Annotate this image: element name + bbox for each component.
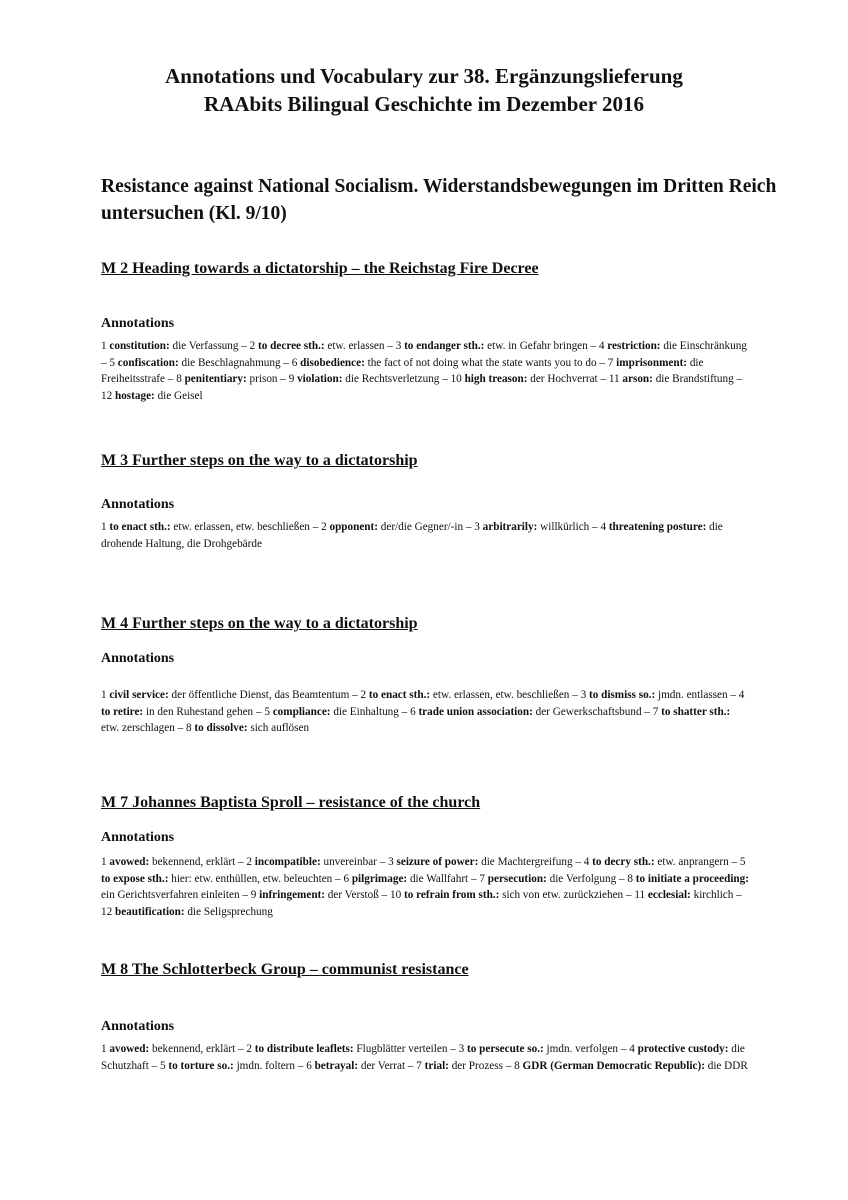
annotation-definition: bekennend, erklärt bbox=[151, 856, 236, 868]
annotation-term: infringement: bbox=[259, 889, 325, 902]
annotation-number: 5 bbox=[264, 705, 270, 718]
title-line-2: RAAbits Bilingual Geschichte im Dezember 2016 bbox=[204, 92, 644, 116]
annotation-term: beautification: bbox=[114, 905, 185, 918]
annotation-number: 2 bbox=[246, 1043, 252, 1055]
annotation-entry bbox=[289, 373, 440, 385]
annotation-entry bbox=[388, 856, 572, 868]
annotation-number: 1 bbox=[101, 340, 107, 352]
annotation-definition: jmdn. verfolgen bbox=[546, 1043, 619, 1055]
annotation-term: seizure of power: bbox=[396, 856, 479, 868]
annotations-label-m3: Annotations bbox=[101, 497, 175, 512]
annotation-definition: der Verstoß bbox=[327, 889, 379, 902]
annotation-definition: die Verfassung bbox=[172, 340, 239, 352]
annotation-number: 7 bbox=[607, 356, 614, 369]
annotation-definition: etw. erlassen bbox=[327, 340, 385, 352]
annotation-number: 6 bbox=[343, 872, 350, 885]
annotation-entry bbox=[246, 856, 377, 868]
section-heading-m7: M 7 Johannes Baptista Sproll – resistance of the church bbox=[101, 794, 481, 811]
annotation-term: opponent: bbox=[329, 521, 378, 533]
annotation-number: 4 bbox=[600, 521, 607, 533]
annotation-number: 2 bbox=[360, 689, 367, 701]
annotation-number: 2 bbox=[321, 521, 327, 533]
annotation-number: 5 bbox=[109, 356, 115, 369]
annotation-entry bbox=[246, 1043, 447, 1055]
annotation-definition: kirchlich bbox=[693, 889, 734, 902]
annotation-entry bbox=[101, 340, 238, 352]
annotation-entry bbox=[306, 1060, 405, 1072]
annotation-term: disobedience: bbox=[300, 356, 365, 369]
annotation-entry bbox=[410, 706, 642, 718]
annotation-entry bbox=[101, 689, 349, 701]
annotation-term: violation: bbox=[297, 373, 343, 386]
annotation-term: to endanger sth.: bbox=[404, 340, 485, 352]
annotation-entry bbox=[474, 521, 589, 533]
annotation-definition: jmdn. foltern bbox=[236, 1059, 295, 1072]
annotations-text-m3: 1 to enact sth.: etw. erlassen, etw. beschließen – 2 opponent: der/die Gegner/-in – 3 arbitrarily: willkürlich – 4 threatening posture: die drohende Haltung, die Drohgebärde bbox=[101, 521, 723, 550]
annotation-entry bbox=[264, 706, 399, 718]
annotation-number: 9 bbox=[288, 373, 295, 386]
annotation-number: 8 bbox=[514, 1059, 520, 1072]
annotation-term: to decree sth.: bbox=[258, 340, 325, 352]
annotation-definition: der Prozess bbox=[451, 1059, 503, 1072]
annotation-term: avowed: bbox=[109, 856, 150, 868]
annotation-number: 4 bbox=[629, 1043, 635, 1055]
annotation-definition: der Hochverrat bbox=[530, 373, 598, 386]
annotation-number: 10 bbox=[390, 889, 402, 902]
annotation-entry bbox=[321, 521, 463, 533]
annotation-definition: bekennend, erklärt bbox=[151, 1043, 236, 1055]
annotation-entry bbox=[459, 1043, 618, 1055]
annotation-definition: die Freiheitsstrafe bbox=[101, 356, 704, 386]
annotation-definition: prison bbox=[249, 373, 278, 386]
annotation-number: 4 bbox=[583, 856, 590, 868]
annotation-number: 7 bbox=[479, 872, 485, 885]
annotation-definition: willkürlich bbox=[540, 521, 590, 533]
annotation-number: 11 bbox=[608, 373, 620, 386]
annotation-definition: die Wallfahrt bbox=[409, 872, 469, 885]
annotation-number: 6 bbox=[291, 356, 298, 369]
annotation-entry bbox=[160, 1060, 295, 1072]
annotation-term: to shatter sth.: bbox=[661, 705, 731, 718]
annotation-number: 7 bbox=[652, 705, 659, 718]
annotation-term: to initiate a proceeding: bbox=[635, 872, 749, 885]
annotation-entry bbox=[609, 373, 734, 385]
annotation-definition: Flugblätter verteilen bbox=[356, 1043, 448, 1055]
annotation-number: 1 bbox=[101, 1043, 107, 1055]
annotation-entry bbox=[451, 373, 598, 385]
annotation-definition: etw. erlassen, etw. beschließen bbox=[432, 689, 570, 701]
annotation-number: 2 bbox=[249, 340, 256, 352]
annotations-text-m7: 1 avowed: bekennend, erklärt – 2 incompatible: unvereinbar – 3 seizure of power: die Machtergreifung – 4 to decry sth.: etw. anprangern – 5 to expose sth.: hier: etw. enthüllen, etw. beleuchten – 6 pilgrimage: die Wallfahrt – 7 persecution: die Verfolgung – 8 to initiate a proceeding: ein Gerichtsverfahren einleiten – 9 infringement: der Verstoß – 10 to refrain from sth.: sich von etw. zurückziehen – 11 ecclesial: kirchlich – 12 beautification: die Seligsprechung bbox=[101, 856, 749, 918]
annotation-definition: die Machtergreifung bbox=[481, 856, 573, 868]
annotation-term: GDR (German Democratic Republic): bbox=[522, 1059, 705, 1072]
section-heading-m4: M 4 Further steps on the way to a dictatorship bbox=[101, 615, 418, 632]
annotation-entry bbox=[101, 390, 203, 402]
annotation-number: 5 bbox=[739, 856, 746, 868]
annotation-term: to dissolve: bbox=[194, 722, 248, 735]
annotation-entry bbox=[109, 357, 280, 369]
section-heading-m2: M 2 Heading towards a dictatorship – the Reichstag Fire Decree bbox=[101, 260, 539, 277]
annotation-term: imprisonment: bbox=[616, 356, 688, 369]
section-heading-m3: M 3 Further steps on the way to a dictatorship bbox=[101, 452, 418, 469]
annotation-term: arson: bbox=[622, 373, 653, 386]
annotation-entry bbox=[361, 689, 570, 701]
document-title bbox=[60, 62, 788, 118]
annotation-term: to dismiss so.: bbox=[588, 689, 656, 701]
annotation-term: to refrain from sth.: bbox=[404, 889, 500, 902]
annotation-definition: hier: etw. enthüllen, etw. beleuchten bbox=[171, 872, 333, 885]
annotation-term: persecution: bbox=[487, 872, 547, 885]
annotation-entry bbox=[343, 873, 468, 885]
annotation-number: 10 bbox=[450, 373, 462, 386]
annotations-text-m8: 1 avowed: bekennend, erklärt – 2 to distribute leaflets: Flugblätter verteilen – 3 to persecute so.: jmdn. verfolgen – 4 protective custody: die Schutzhaft – 5 to torture so.: jmdn. foltern – 6 betrayal: der Verrat – 7 trial: der Prozess – 8 GDR (German Democratic Republic): die DDR bbox=[101, 1043, 748, 1072]
annotations-label-m2: Annotations bbox=[101, 316, 175, 331]
annotation-term: ecclesial: bbox=[647, 889, 691, 902]
annotation-definition: der/die Gegner/-in bbox=[380, 521, 464, 533]
annotation-number: 4 bbox=[598, 340, 605, 352]
annotations-label-m4: Annotations bbox=[101, 651, 175, 666]
annotation-definition: in den Ruhestand gehen bbox=[145, 705, 254, 718]
annotation-term: protective custody: bbox=[637, 1043, 729, 1055]
annotation-definition: jmdn. entlassen bbox=[657, 689, 728, 701]
annotation-term: trade union association: bbox=[418, 705, 533, 718]
annotation-term: arbitrarily: bbox=[482, 521, 538, 533]
annotation-number: 11 bbox=[634, 889, 646, 902]
annotation-definition: die Brandstiftung bbox=[655, 373, 734, 386]
annotation-term: constitution: bbox=[109, 340, 170, 352]
annotation-entry bbox=[101, 856, 235, 868]
annotation-entry bbox=[390, 889, 623, 901]
annotation-term: threatening posture: bbox=[608, 521, 707, 533]
annotation-number: 9 bbox=[250, 889, 257, 902]
annotation-definition: die Seligsprechung bbox=[187, 905, 273, 918]
annotation-number: 4 bbox=[738, 689, 745, 701]
annotation-entry bbox=[292, 357, 597, 369]
annotation-term: to torture so.: bbox=[168, 1059, 234, 1072]
annotation-term: to persecute so.: bbox=[467, 1043, 544, 1055]
annotation-number: 1 bbox=[101, 689, 107, 701]
annotation-term: to distribute leaflets: bbox=[254, 1043, 354, 1055]
annotation-definition: der Gewerkschaftsbund bbox=[535, 705, 642, 718]
annotation-term: penitentiary: bbox=[184, 373, 247, 386]
section-heading-m8: M 8 The Schlotterbeck Group – communist resistance bbox=[101, 961, 469, 978]
annotation-definition: etw. zerschlagen bbox=[101, 722, 175, 735]
annotation-entry bbox=[101, 906, 273, 918]
annotation-entry bbox=[176, 373, 277, 385]
annotation-definition: die Geisel bbox=[157, 389, 203, 402]
annotation-number: 3 bbox=[458, 1043, 465, 1055]
annotation-term: compliance: bbox=[272, 705, 331, 718]
annotation-definition: etw. anprangern bbox=[657, 856, 729, 868]
annotation-term: to enact sth.: bbox=[109, 521, 171, 533]
annotation-term: betrayal: bbox=[314, 1059, 359, 1072]
annotation-term: confiscation: bbox=[117, 356, 179, 369]
annotation-definition: die Verfolgung bbox=[549, 872, 617, 885]
annotation-number: 2 bbox=[246, 856, 252, 868]
annotation-definition: sich auflösen bbox=[250, 722, 310, 735]
annotation-entry bbox=[416, 1060, 503, 1072]
annotation-entry bbox=[250, 340, 385, 352]
annotation-definition: die Schutzhaft bbox=[101, 1043, 745, 1072]
annotation-number: 1 bbox=[101, 856, 107, 868]
annotation-entry bbox=[186, 722, 309, 734]
annotation-number: 3 bbox=[580, 689, 587, 701]
annotations-label-m7: Annotations bbox=[101, 830, 175, 845]
annotation-term: hostage: bbox=[114, 389, 155, 402]
annotation-term: avowed: bbox=[109, 1043, 150, 1055]
annotation-term: pilgrimage: bbox=[351, 872, 408, 885]
annotations-text-m2: 1 constitution: die Verfassung – 2 to decree sth.: etw. erlassen – 3 to endanger sth.: etw. in Gefahr bringen – 4 restriction: die Einschränkung – 5 confiscation: die Beschlagnahmung – 6 disobedience: the fact of not doing what the state wants you to do – 7 imprisonment: die Freiheitsstrafe – 8 penitentiary: prison – 9 violation: die Rechtsverletzung – 10 high treason: der Hochverrat – 11 arson: die Brandstiftung – 12 hostage: die Geisel bbox=[101, 340, 747, 402]
annotation-number: 6 bbox=[306, 1059, 312, 1072]
annotation-definition: der öffentliche Dienst, das Beamtentum bbox=[171, 689, 350, 701]
document-subtitle: Resistance against National Socialism. Widerstandsbewegungen im Dritten Reich untersuchen (Kl. 9/10) bbox=[101, 176, 777, 224]
annotation-entry bbox=[581, 689, 728, 701]
annotation-number: 1 bbox=[101, 521, 107, 533]
annotation-term: to decry sth.: bbox=[592, 856, 655, 868]
annotation-term: high treason: bbox=[464, 373, 528, 386]
annotation-definition: die Einhaltung bbox=[333, 705, 399, 718]
annotation-term: incompatible: bbox=[254, 856, 321, 868]
annotations-text-m4: 1 civil service: der öffentliche Dienst, das Beamtentum – 2 to enact sth.: etw. erlassen, etw. beschließen – 3 to dismiss so.: jmdn. entlassen – 4 to retire: in den Ruhestand gehen – 5 compliance: die Einhaltung – 6 trade union association: der Gewerkschaftsbund – 7 to shatter sth.: etw. zerschlagen – 8 to dissolve: sich auflösen bbox=[101, 689, 745, 735]
annotation-definition: die Beschlagnahmung bbox=[181, 356, 281, 369]
annotation-definition: die Einschränkung bbox=[663, 340, 747, 352]
annotation-definition: the fact of not doing what the state wants you to do bbox=[367, 356, 597, 369]
annotation-definition: die Rechtsverletzung bbox=[345, 373, 440, 386]
annotation-entry bbox=[584, 856, 729, 868]
annotation-definition: ein Gerichtsverfahren einleiten bbox=[101, 889, 240, 902]
annotation-number: 3 bbox=[474, 521, 480, 533]
annotation-number: 3 bbox=[388, 856, 394, 868]
annotation-number: 3 bbox=[395, 340, 402, 352]
annotation-number: 8 bbox=[176, 373, 182, 386]
annotation-number: 12 bbox=[101, 389, 113, 402]
annotation-entry bbox=[514, 1060, 748, 1072]
annotation-number: 7 bbox=[416, 1059, 422, 1072]
annotation-entry bbox=[396, 340, 588, 352]
annotation-definition: etw. erlassen, etw. beschließen bbox=[173, 521, 310, 533]
annotation-term: to retire: bbox=[101, 705, 144, 718]
annotations-label-m8: Annotations bbox=[101, 1019, 175, 1034]
annotation-entry bbox=[634, 889, 733, 901]
annotation-number: 8 bbox=[186, 722, 192, 735]
annotation-definition: die DDR bbox=[707, 1059, 748, 1072]
annotation-entry bbox=[101, 1043, 235, 1055]
annotation-entry bbox=[101, 521, 310, 533]
title-line-1: Annotations und Vocabulary zur 38. Ergänzungslieferung bbox=[165, 64, 683, 88]
annotation-number: 8 bbox=[627, 872, 633, 885]
annotation-number: 5 bbox=[160, 1059, 166, 1072]
annotation-term: civil service: bbox=[109, 689, 169, 701]
annotation-entry bbox=[251, 889, 379, 901]
annotation-definition: der Verrat bbox=[360, 1059, 406, 1072]
annotation-term: restriction: bbox=[607, 340, 661, 352]
annotation-number: 6 bbox=[410, 705, 416, 718]
annotation-definition: unvereinbar bbox=[323, 856, 377, 868]
annotation-term: to expose sth.: bbox=[101, 872, 169, 885]
annotation-term: to enact sth.: bbox=[368, 689, 431, 701]
annotation-entry bbox=[479, 873, 616, 885]
annotation-definition: etw. in Gefahr bringen bbox=[487, 340, 588, 352]
annotation-number: 12 bbox=[101, 905, 113, 918]
annotation-entry bbox=[599, 340, 747, 352]
annotation-definition: die drohende Haltung, die Drohgebärde bbox=[101, 521, 723, 550]
annotation-definition: sich von etw. zurückziehen bbox=[502, 889, 624, 902]
annotation-term: trial: bbox=[424, 1059, 449, 1072]
